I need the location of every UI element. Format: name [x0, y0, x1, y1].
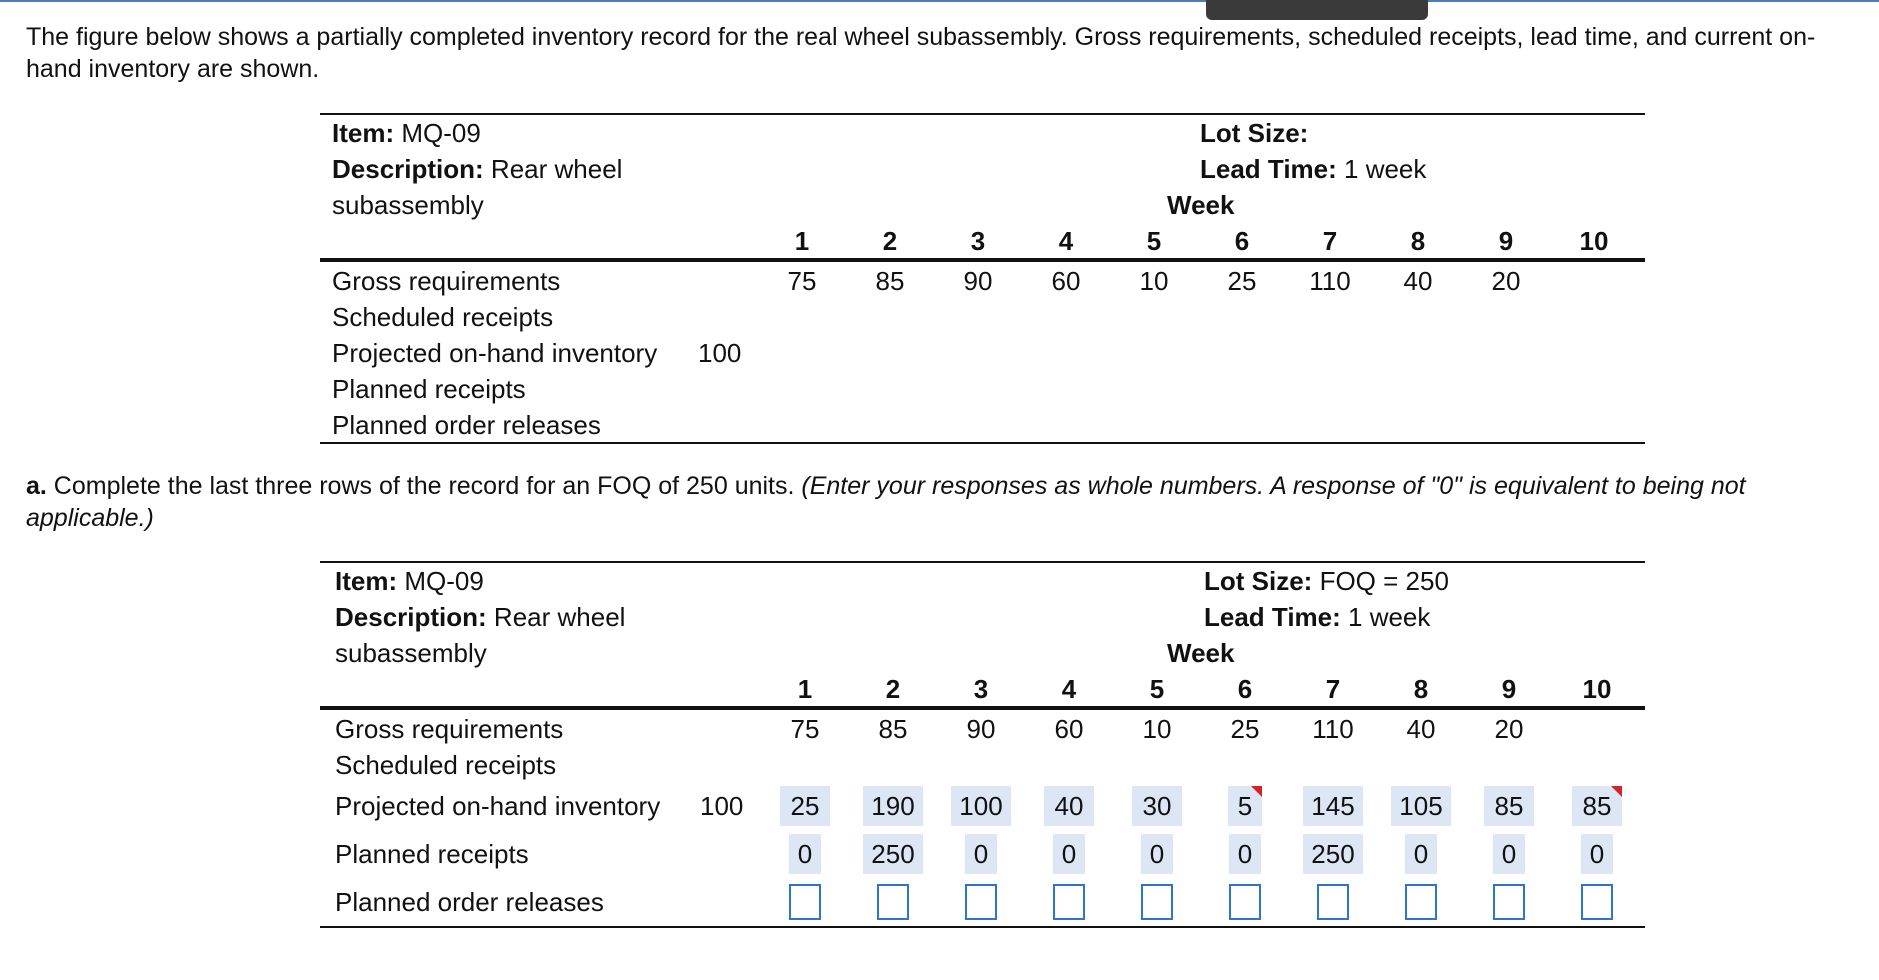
week-number-10: 10: [1579, 226, 1609, 256]
projected-on-hand-week-3[interactable]: 100: [951, 786, 1011, 826]
planned-receipt-week-3[interactable]: 0: [965, 834, 997, 874]
week-number-5: 5: [1146, 226, 1162, 256]
lot-size-field: Lot Size:: [1200, 118, 1309, 148]
projected-on-hand-week-8[interactable]: 105: [1391, 786, 1451, 826]
week-number-10: 10: [1582, 674, 1612, 704]
lead-time-field: Lead Time: 1 week: [1200, 154, 1427, 184]
lead-time-field: Lead Time: 1 week: [1204, 602, 1431, 632]
planned-receipt-week-9[interactable]: 0: [1493, 834, 1525, 874]
gross-requirement-week-7: 110: [1312, 714, 1354, 744]
lot-size-field: Lot Size: FOQ = 250: [1204, 566, 1449, 596]
gross-requirement-week-1: 75: [790, 714, 820, 744]
planned-order-release-input-week-6[interactable]: [1229, 884, 1261, 920]
gross-requirement-week-9: 20: [1494, 714, 1524, 744]
gross-requirement-week-6: 25: [1227, 266, 1257, 296]
planned-receipt-week-4[interactable]: 0: [1053, 834, 1085, 874]
row-label-gross: Gross requirements: [332, 266, 561, 296]
week-number-2: 2: [885, 674, 901, 704]
planned-order-release-input-week-3[interactable]: [965, 884, 997, 920]
projected-on-hand-week-1[interactable]: 25: [780, 786, 830, 826]
gross-requirement-week-8: 40: [1403, 266, 1433, 296]
planned-receipt-week-2[interactable]: 250: [863, 834, 923, 874]
week-number-7: 7: [1322, 226, 1338, 256]
row-label-scheduled: Scheduled receipts: [332, 302, 554, 332]
week-number-3: 3: [970, 226, 986, 256]
planned-order-release-input-week-7[interactable]: [1317, 884, 1349, 920]
week-number-4: 4: [1058, 226, 1074, 256]
row-label-planned-receipts: Planned receipts: [332, 374, 526, 404]
error-flag-icon: [1611, 786, 1622, 797]
inventory-record-foq: [320, 561, 1645, 931]
row-label-gross: Gross requirements: [335, 714, 564, 744]
week-header: Week: [1167, 638, 1235, 668]
projected-on-hand-week-4[interactable]: 40: [1044, 786, 1094, 826]
row-label-planned-releases: Planned order releases: [335, 887, 604, 917]
week-number-6: 6: [1237, 674, 1253, 704]
gross-requirement-week-4: 60: [1054, 714, 1084, 744]
gross-requirement-week-8: 40: [1406, 714, 1436, 744]
projected-on-hand-week-2[interactable]: 190: [863, 786, 923, 826]
week-number-1: 1: [794, 226, 810, 256]
gross-requirement-week-3: 90: [963, 266, 993, 296]
week-number-7: 7: [1325, 674, 1341, 704]
planned-order-release-input-week-8[interactable]: [1405, 884, 1437, 920]
inventory-record-partial: [320, 113, 1645, 443]
week-header: Week: [1167, 190, 1235, 220]
projected-on-hand-week-7[interactable]: 145: [1303, 786, 1363, 826]
gross-requirement-week-1: 75: [787, 266, 817, 296]
week-number-6: 6: [1234, 226, 1250, 256]
projected-on-hand-week-6[interactable]: 5: [1228, 786, 1262, 826]
week-number-2: 2: [882, 226, 898, 256]
row-label-scheduled: Scheduled receipts: [335, 750, 557, 780]
item-field: Item: MQ-09: [335, 566, 484, 596]
initial-on-hand: 100: [698, 338, 742, 368]
gross-requirement-week-9: 20: [1491, 266, 1521, 296]
week-number-4: 4: [1061, 674, 1077, 704]
gross-requirement-week-2: 85: [878, 714, 908, 744]
projected-on-hand-week-9[interactable]: 85: [1484, 786, 1534, 826]
table-bottom-rule: [320, 926, 1645, 928]
description-line2: subassembly: [332, 190, 484, 220]
gross-requirement-week-3: 90: [966, 714, 996, 744]
week-number-1: 1: [797, 674, 813, 704]
next-question-tab[interactable]: [1206, 0, 1428, 20]
week-number-9: 9: [1501, 674, 1517, 704]
gross-requirement-week-5: 10: [1142, 714, 1172, 744]
projected-on-hand-week-10[interactable]: 85: [1572, 786, 1622, 826]
planned-order-release-input-week-10[interactable]: [1581, 884, 1613, 920]
planned-order-release-input-week-4[interactable]: [1053, 884, 1085, 920]
planned-order-release-input-week-1[interactable]: [789, 884, 821, 920]
planned-order-release-input-week-9[interactable]: [1493, 884, 1525, 920]
planned-receipt-week-6[interactable]: 0: [1229, 834, 1261, 874]
gross-requirement-week-5: 10: [1139, 266, 1169, 296]
header-rule: [320, 258, 1645, 262]
header-rule: [320, 706, 1645, 710]
planned-order-release-input-week-2[interactable]: [877, 884, 909, 920]
table-top-rule: [320, 561, 1645, 563]
gross-requirement-week-7: 110: [1309, 266, 1351, 296]
week-number-5: 5: [1149, 674, 1165, 704]
description-field: Description: Rear wheel: [335, 602, 626, 632]
week-number-9: 9: [1498, 226, 1514, 256]
table-bottom-rule: [320, 442, 1645, 444]
planned-receipt-week-5[interactable]: 0: [1141, 834, 1173, 874]
planned-receipt-week-7[interactable]: 250: [1303, 834, 1363, 874]
initial-on-hand: 100: [700, 791, 744, 821]
week-number-8: 8: [1410, 226, 1426, 256]
intro-text: The figure below shows a partially completed inventory record for the real wheel subassembly. Gross requirements, scheduled receipts, lead time, and current on-hand inventory are shown.: [26, 23, 1816, 83]
gross-requirement-week-4: 60: [1051, 266, 1081, 296]
gross-requirement-week-2: 85: [875, 266, 905, 296]
item-field: Item: MQ-09: [332, 118, 481, 148]
gross-requirement-week-6: 25: [1230, 714, 1260, 744]
top-accent-line: [0, 0, 1879, 2]
question-a: a. Complete the last three rows of the record for an FOQ of 250 units. (Enter your responses as whole numbers. A response of "0" is equivalent to being not applicable.): [26, 472, 1746, 532]
week-number-3: 3: [973, 674, 989, 704]
row-label-projected: Projected on-hand inventory: [335, 791, 661, 821]
row-label-planned-releases: Planned order releases: [332, 410, 601, 440]
week-number-8: 8: [1413, 674, 1429, 704]
row-label-projected: Projected on-hand inventory: [332, 338, 658, 368]
planned-receipt-week-1[interactable]: 0: [789, 834, 821, 874]
planned-receipt-week-8[interactable]: 0: [1405, 834, 1437, 874]
planned-receipt-week-10[interactable]: 0: [1581, 834, 1613, 874]
description-line2: subassembly: [335, 638, 487, 668]
error-flag-icon: [1251, 786, 1262, 797]
projected-on-hand-week-5[interactable]: 30: [1132, 786, 1182, 826]
table-top-rule: [320, 113, 1645, 115]
row-label-planned-receipts: Planned receipts: [335, 839, 529, 869]
planned-order-release-input-week-5[interactable]: [1141, 884, 1173, 920]
description-field: Description: Rear wheel: [332, 154, 623, 184]
